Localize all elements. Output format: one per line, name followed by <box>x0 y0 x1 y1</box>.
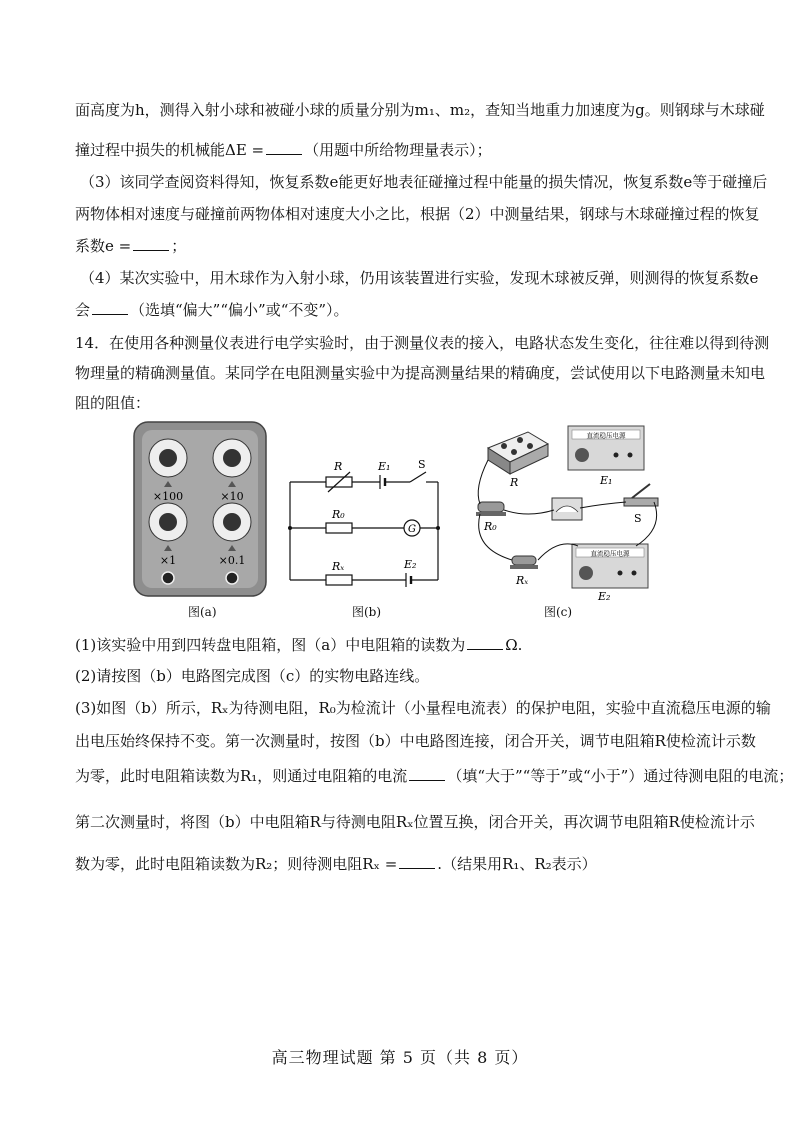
caption-a: 图(a) <box>188 605 217 619</box>
label-G: G <box>408 524 416 535</box>
q14-part3-line2: 出电压始终保持不变。第一次测量时，按图（b）中电路图连接，闭合开关，调节电阻箱R使检流计示数 <box>75 732 756 750</box>
resistance-box-R-device <box>488 432 548 474</box>
resistor-R0-device <box>476 502 506 516</box>
q13-item3-line3: 系数e = ； <box>75 237 187 255</box>
answer-blank-restitution[interactable] <box>133 236 169 251</box>
q14-part3-line5: 数为零，此时电阻箱读数为R₂；则待测电阻Rₓ = .（结果用R₁、R₂表示） <box>75 855 597 873</box>
multiplier-x10: ×10 <box>220 490 244 503</box>
q13-line1: 面高度为h，测得入射小球和被碰小球的质量分别为m₁、m₂，查知当地重力加速度为g。则钢球与木球碰 <box>75 101 765 119</box>
q14-intro-line3: 阻的阻值： <box>75 394 151 412</box>
figures-row <box>130 420 670 620</box>
label-c-S: S <box>634 512 642 525</box>
q14-part3-line1: (3)如图（b）所示，Rₓ为待测电阻，R₀为检流计（小量程电流表）的保护电阻，实验中直流稳压电源的输 <box>75 699 771 717</box>
answer-blank-current-compare[interactable] <box>409 766 445 781</box>
power-supply-E2 <box>572 544 648 588</box>
label-Rx: Rₓ <box>332 560 345 573</box>
resistor-Rx-device <box>510 556 538 569</box>
q13-item4-line2: 会 （选填“偏大”“偏小”或“不变”）。 <box>75 301 349 319</box>
switch-S-device <box>624 484 658 506</box>
page-footer: 高三物理试题 第 5 页（共 8 页） <box>271 1048 529 1067</box>
q13-item3-line1: （3）该同学查阅资料得知，恢复系数e能更好地表征碰撞过程中能量的损失情况，恢复系数e等于碰撞后 <box>80 173 768 191</box>
multiplier-x1: ×1 <box>159 554 177 567</box>
label-E1: E₁ <box>378 460 391 473</box>
q14-part3-line4: 第二次测量时，将图（b）中电阻箱R与待测电阻Rₓ位置互换，闭合开关，再次调节电阻箱R使检流计示 <box>75 813 755 831</box>
q14-part1: (1)该实验中用到四转盘电阻箱，图（a）中电阻箱的读数为 Ω. <box>75 636 523 654</box>
q13-line2: 撞过程中损失的机械能ΔE = （用题中所给物理量表示）； <box>75 141 492 159</box>
label-c-E2: E₂ <box>598 590 611 600</box>
label-c-E1: E₁ <box>600 474 613 487</box>
q14-intro-line2: 物理量的精确测量值。某同学在电阻测量实验中为提高测量结果的精确度，尝试使用以下电路测量未知电 <box>75 364 766 382</box>
figure-a-resistance-box <box>130 420 270 598</box>
q14-intro-line1: 14．在使用各种测量仪表进行电学实验时，由于测量仪表的接入，电路状态发生变化，往往难以得到待测 <box>75 334 770 352</box>
q13-item3-line2: 两物体相对速度与碰撞前两物体相对速度大小之比，根据（2）中测量结果，钢球与木球碰撞过程的恢复 <box>75 205 760 223</box>
q14-part2: (2)请按图（b）电路图完成图（c）的实物电路连线。 <box>75 667 430 685</box>
q14-part3-line3: 为零，此时电阻箱读数为R₁，则通过电阻箱的电流 （填“大于”“等于”或“小于”）通过待测电阻的电流； <box>75 767 794 785</box>
multiplier-x0-1: ×0.1 <box>218 554 246 567</box>
label-S: S <box>418 458 426 471</box>
answer-blank-rx[interactable] <box>399 854 435 869</box>
galvanometer-device <box>552 498 582 520</box>
power-supply-E1 <box>568 426 644 470</box>
label-R0: R₀ <box>332 508 345 521</box>
answer-blank-box-reading[interactable] <box>467 635 503 650</box>
figure-b-circuit <box>288 420 458 598</box>
label-c-R: R <box>510 476 519 489</box>
caption-b: 图(b) <box>352 605 382 619</box>
answer-blank-energy-loss[interactable] <box>266 140 302 155</box>
resistor-Rx <box>326 575 352 585</box>
q13-item4-line1: （4）某次实验中，用木球作为入射小球，仍用该装置进行实验，发现木球被反弹，则测得的恢复系数e <box>80 269 759 287</box>
answer-blank-deviation[interactable] <box>92 300 128 315</box>
figure-c-apparatus <box>468 418 668 600</box>
resistor-R0 <box>326 523 352 533</box>
svg-text:直流稳压电源: 直流稳压电源 <box>586 431 626 440</box>
label-c-R0: R₀ <box>484 520 497 533</box>
label-R: R <box>334 460 343 473</box>
caption-c: 图(c) <box>544 605 573 619</box>
multiplier-x100: ×100 <box>152 490 184 503</box>
label-c-Rx: Rₓ <box>516 574 529 587</box>
terminal-right[interactable] <box>226 572 238 584</box>
terminal-left[interactable] <box>162 572 174 584</box>
svg-text:直流稳压电源: 直流稳压电源 <box>590 549 630 558</box>
label-E2: E₂ <box>404 558 417 571</box>
